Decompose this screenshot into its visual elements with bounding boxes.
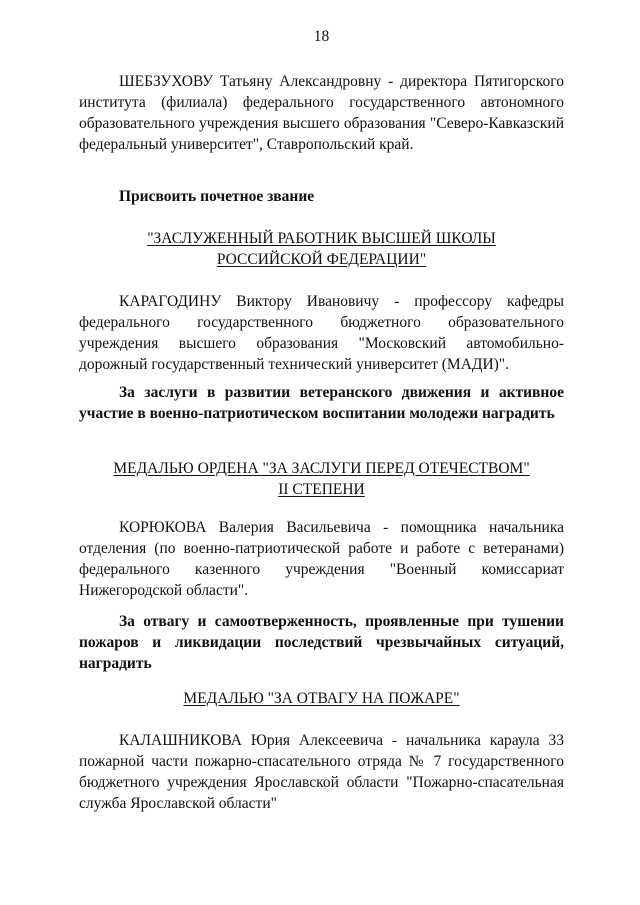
award-title-line-1: МЕДАЛЬЮ ОРДЕНА "ЗА ЗАСЛУГИ ПЕРЕД ОТЕЧЕСТВОМ" [113,460,530,477]
award-intro-fire-courage: За отвагу и самоотверженность, проявленные при тушении пожаров и ликвидации последствий чрезвычайных ситуаций, наградить [79,613,564,672]
award-title-fire-medal [79,688,564,709]
award-title-order-medal [79,458,564,500]
award-title-honored-worker [79,228,564,270]
award-intro-honorary-title: Присвоить почетное звание [119,188,315,205]
paragraph-karagodin: КАРАГОДИНУ Виктору Ивановичу - профессору кафедры федерального государственного бюджетного образовательного учреждения высшего образования "Московский автомобильно-дорожный государственный технический университет (МАДИ)". [79,293,564,373]
award-title-line-2: II СТЕПЕНИ [278,481,365,498]
page-number: 18 [313,28,330,45]
document-page [79,0,564,905]
paragraph-shebzukhova: ШЕБЗУХОВУ Татьяну Александровну - директора Пятигорского института (филиала) федерального государственного автономного образовательного учреждения высшего образования "Северо-Кавказский федеральный университет", Ставропольский край. [79,73,564,153]
award-title-line-1: "ЗАСЛУЖЕННЫЙ РАБОТНИК ВЫСШЕЙ ШКОЛЫ [147,230,496,247]
award-intro-veteran-movement: За заслуги в развитии ветеранского движения и активное участие в военно-патриотическом воспитании молодежи наградить [79,384,564,422]
award-title-line-2: РОССИЙСКОЙ ФЕДЕРАЦИИ" [216,251,427,268]
paragraph-kalashnikov: КАЛАШНИКОВА Юрия Алексеевича - начальника караула 33 пожарной части пожарно-спасательного отряда № 7 государственного бюджетного учреждения Ярославской области "Пожарно-спасательная служба Ярославской области" [79,732,564,812]
paragraph-koryukov: КОРЮКОВА Валерия Васильевича - помощника начальника отделения (по военно-патриотической работе и работе с ветеранами) федерального казенного учреждения "Военный комиссариат Нижегородской области". [79,519,564,599]
award-title-line-1: МЕДАЛЬЮ "ЗА ОТВАГУ НА ПОЖАРЕ" [183,690,460,707]
